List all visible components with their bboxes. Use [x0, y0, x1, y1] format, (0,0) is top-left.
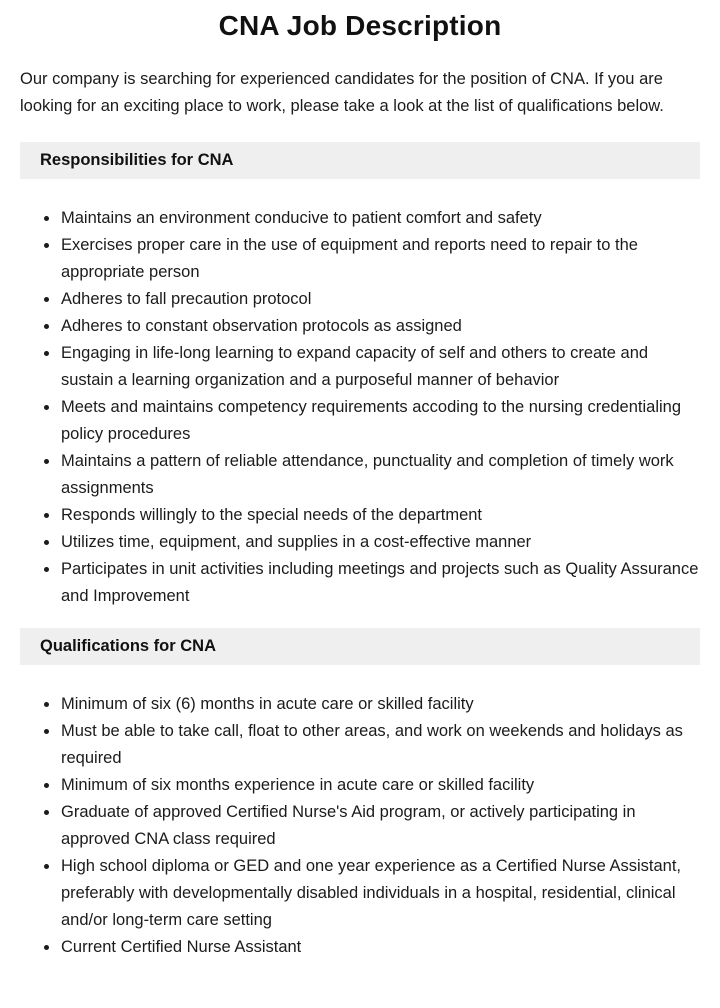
- job-description-page: [0, 10, 720, 961]
- qualifications-heading: Qualifications for CNA: [40, 637, 217, 655]
- list-item: • Current Certified Nurse Assistant: [60, 934, 700, 961]
- list-item: • Adheres to fall precaution protocol: [60, 286, 700, 313]
- list-item: • Graduate of approved Certified Nurse's Aid program, or actively participating in approved CNA class required: [60, 799, 700, 853]
- list-item: • Utilizes time, equipment, and supplies in a cost-effective manner: [60, 529, 700, 556]
- page-title: CNA Job Description: [218, 10, 502, 41]
- list-item: • Minimum of six months experience in acute care or skilled facility: [60, 772, 700, 799]
- section-header-qualifications: [20, 628, 700, 665]
- list-item: • Responds willingly to the special needs of the department: [60, 502, 700, 529]
- responsibilities-list: [20, 205, 700, 610]
- list-item: • Engaging in life-long learning to expand capacity of self and others to create and sustain a learning organization and a purposeful manner of behavior: [60, 340, 700, 394]
- list-item: • Participates in unit activities including meetings and projects such as Quality Assurance and Improvement: [60, 556, 700, 610]
- qualifications-list: [20, 691, 700, 961]
- list-item: • High school diploma or GED and one year experience as a Certified Nurse Assistant, preferably with developmentally disabled individuals in a hospital, residential, clinical and/or long-term care setting: [60, 853, 700, 934]
- list-item: • Maintains a pattern of reliable attendance, punctuality and completion of timely work assignments: [60, 448, 700, 502]
- list-item: • Must be able to take call, float to other areas, and work on weekends and holidays as required: [60, 718, 700, 772]
- list-item: • Minimum of six (6) months in acute care or skilled facility: [60, 691, 700, 718]
- intro-paragraph: Our company is searching for experienced candidates for the position of CNA. If you are looking for an exciting place to work, please take a look at the list of qualifications below.: [20, 70, 664, 115]
- list-item: • Adheres to constant observation protocols as assigned: [60, 313, 700, 340]
- list-item: • Exercises proper care in the use of equipment and reports need to repair to the appropriate person: [60, 232, 700, 286]
- list-item: • Meets and maintains competency requirements accoding to the nursing credentialing policy procedures: [60, 394, 700, 448]
- responsibilities-heading: Responsibilities for CNA: [40, 151, 234, 169]
- section-header-responsibilities: [20, 142, 700, 179]
- list-item: • Maintains an environment conducive to patient comfort and safety: [60, 205, 700, 232]
